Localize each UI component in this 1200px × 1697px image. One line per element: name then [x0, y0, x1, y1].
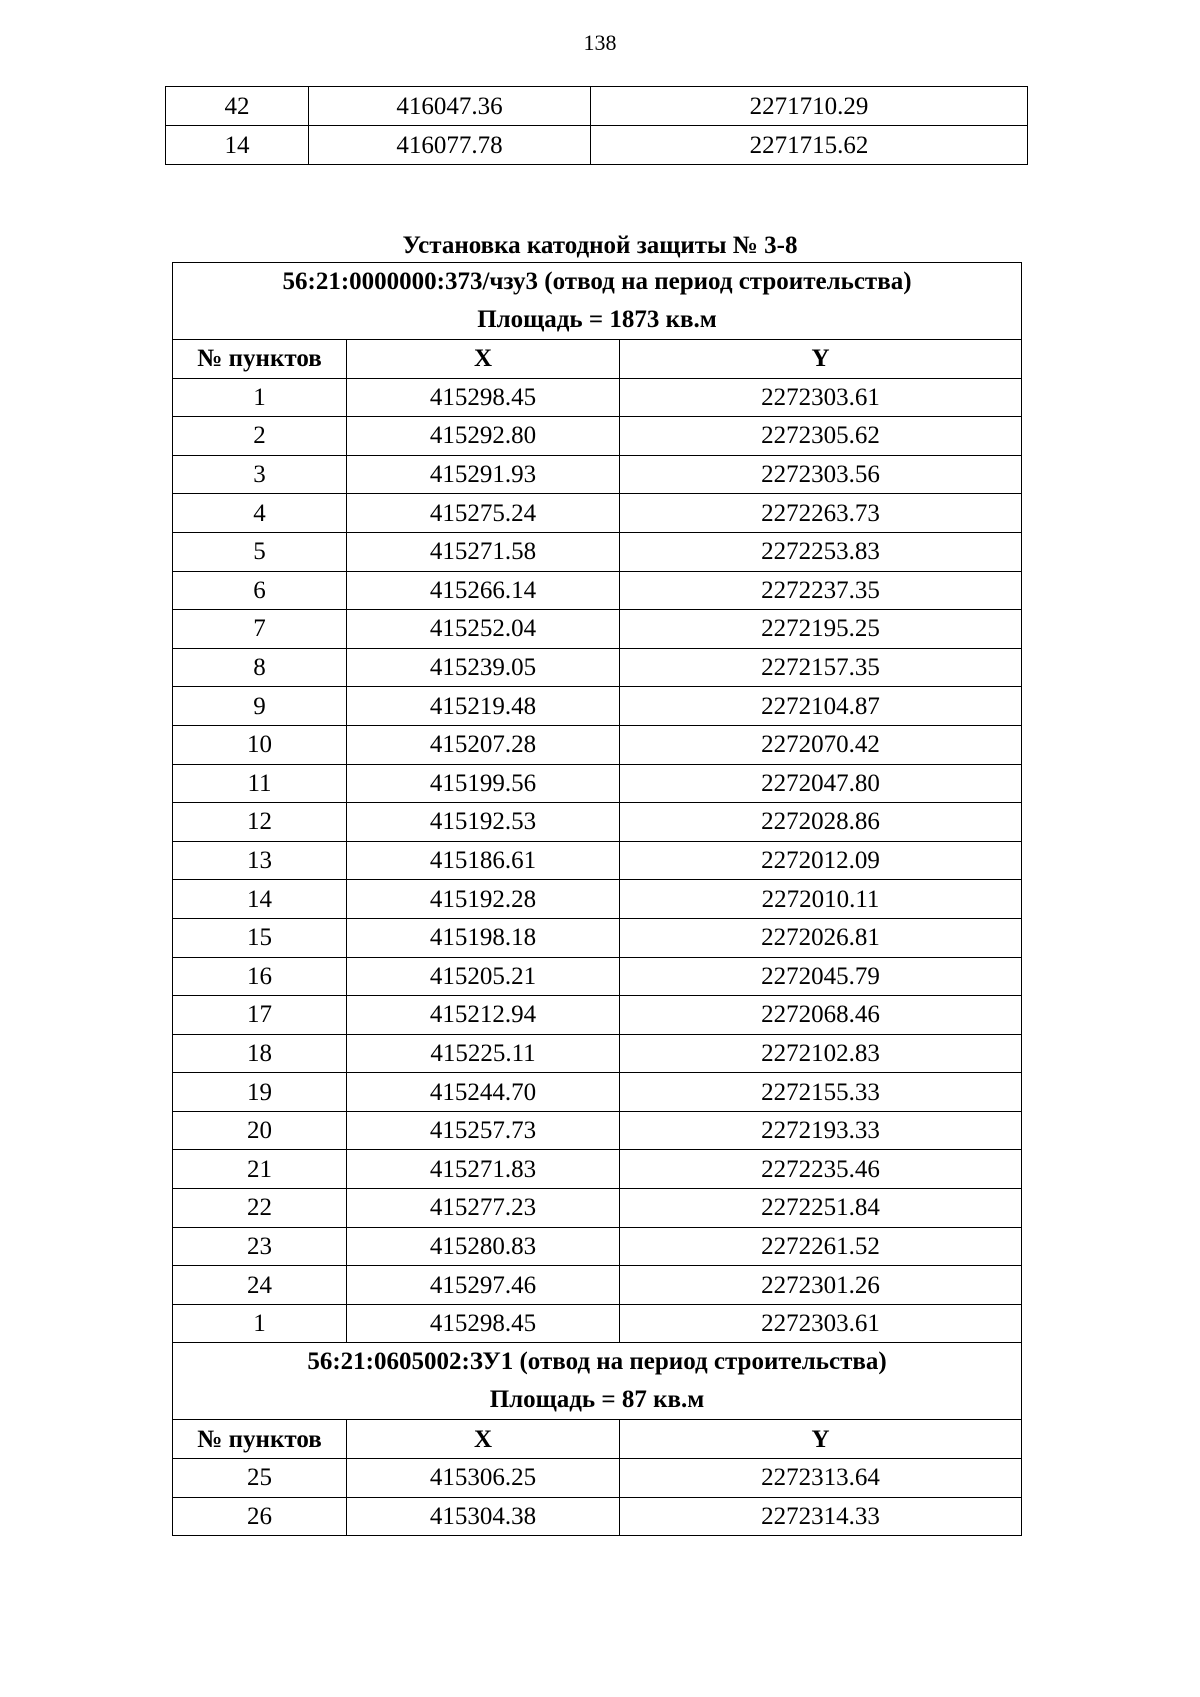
x-coordinate-cell: 415192.53 — [347, 803, 620, 842]
x-coordinate-cell: 416077.78 — [309, 126, 591, 165]
y-coordinate-cell: 2272026.81 — [620, 918, 1022, 957]
y-coordinate-cell: 2272301.26 — [620, 1266, 1022, 1305]
x-coordinate-cell: 415212.94 — [347, 996, 620, 1035]
table-row — [173, 687, 1022, 726]
y-coordinate-cell: 2272193.33 — [620, 1111, 1022, 1150]
table-row — [173, 1111, 1022, 1150]
section-header-row — [173, 263, 1022, 340]
y-coordinate-cell: 2271715.62 — [591, 126, 1028, 165]
point-number-cell: 21 — [173, 1150, 347, 1189]
x-coordinate-cell: 415298.45 — [347, 1304, 620, 1343]
column-header-y: Y — [620, 1420, 1022, 1459]
point-number-cell: 5 — [173, 532, 347, 571]
y-coordinate-cell: 2272303.61 — [620, 1304, 1022, 1343]
y-coordinate-cell: 2272157.35 — [620, 648, 1022, 687]
y-coordinate-cell: 2272251.84 — [620, 1189, 1022, 1228]
x-coordinate-cell: 415271.58 — [347, 532, 620, 571]
x-coordinate-cell: 415257.73 — [347, 1111, 620, 1150]
point-number-cell: 2 — [173, 417, 347, 456]
x-coordinate-cell: 415306.25 — [347, 1459, 620, 1498]
x-coordinate-cell: 415199.56 — [347, 764, 620, 803]
table-row — [173, 1266, 1022, 1305]
y-coordinate-cell: 2272010.11 — [620, 880, 1022, 919]
y-coordinate-cell: 2272235.46 — [620, 1150, 1022, 1189]
point-number-cell: 25 — [173, 1459, 347, 1498]
y-coordinate-cell: 2272303.56 — [620, 455, 1022, 494]
table-row — [166, 126, 1028, 165]
column-header-row — [173, 1420, 1022, 1459]
x-coordinate-cell: 415280.83 — [347, 1227, 620, 1266]
y-coordinate-cell: 2272195.25 — [620, 610, 1022, 649]
y-coordinate-cell: 2272261.52 — [620, 1227, 1022, 1266]
table-row — [173, 764, 1022, 803]
table-row — [173, 1227, 1022, 1266]
table-row — [173, 1459, 1022, 1498]
table-row — [173, 803, 1022, 842]
point-number-cell: 23 — [173, 1227, 347, 1266]
x-coordinate-cell: 415252.04 — [347, 610, 620, 649]
section-header — [173, 263, 1022, 340]
point-number-cell: 22 — [173, 1189, 347, 1228]
point-number-cell: 18 — [173, 1034, 347, 1073]
y-coordinate-cell: 2272047.80 — [620, 764, 1022, 803]
x-coordinate-cell: 415244.70 — [347, 1073, 620, 1112]
x-coordinate-cell: 415304.38 — [347, 1497, 620, 1536]
table-row — [173, 1073, 1022, 1112]
table-row — [166, 87, 1028, 126]
point-number-cell: 12 — [173, 803, 347, 842]
y-coordinate-cell: 2272104.87 — [620, 687, 1022, 726]
point-number-cell: 15 — [173, 918, 347, 957]
x-coordinate-cell: 415266.14 — [347, 571, 620, 610]
y-coordinate-cell: 2272045.79 — [620, 957, 1022, 996]
x-coordinate-cell: 415297.46 — [347, 1266, 620, 1305]
column-header-point: № пунктов — [173, 340, 347, 379]
x-coordinate-cell: 415292.80 — [347, 417, 620, 456]
table-row — [173, 1497, 1022, 1536]
x-coordinate-cell: 415205.21 — [347, 957, 620, 996]
table-row — [173, 417, 1022, 456]
section-parcel-id: 56:21:0000000:373/чзу3 (отвод на период строительства) — [282, 268, 912, 295]
x-coordinate-cell: 415298.45 — [347, 378, 620, 417]
section-area: Площадь = 87 кв.м — [489, 1386, 705, 1414]
y-coordinate-cell: 2272313.64 — [620, 1459, 1022, 1498]
point-number-cell: 9 — [173, 687, 347, 726]
column-header-y: Y — [620, 340, 1022, 379]
table-row — [173, 571, 1022, 610]
table-row — [173, 648, 1022, 687]
point-number-cell: 3 — [173, 455, 347, 494]
y-coordinate-cell: 2272303.61 — [620, 378, 1022, 417]
table-row — [173, 1189, 1022, 1228]
y-coordinate-cell: 2272305.62 — [620, 417, 1022, 456]
x-coordinate-cell: 415277.23 — [347, 1189, 620, 1228]
section-area: Площадь = 1873 кв.м — [477, 306, 717, 333]
table-row — [173, 1304, 1022, 1343]
y-coordinate-cell: 2272028.86 — [620, 803, 1022, 842]
y-coordinate-cell: 2272155.33 — [620, 1073, 1022, 1112]
y-coordinate-cell: 2272237.35 — [620, 571, 1022, 610]
point-number-cell: 8 — [173, 648, 347, 687]
y-coordinate-cell: 2272263.73 — [620, 494, 1022, 533]
x-coordinate-cell: 415186.61 — [347, 841, 620, 880]
x-coordinate-cell: 415271.83 — [347, 1150, 620, 1189]
point-number-cell: 1 — [173, 1304, 347, 1343]
table-row — [173, 494, 1022, 533]
top-coordinates-table — [165, 86, 1028, 165]
table-row — [173, 1150, 1022, 1189]
section-parcel-id: 56:21:0605002:ЗУ1 (отвод на период строительства) — [307, 1348, 887, 1376]
point-number-cell: 14 — [166, 126, 309, 165]
column-header-x: X — [347, 1420, 620, 1459]
x-coordinate-cell: 415291.93 — [347, 455, 620, 494]
column-header-row — [173, 340, 1022, 379]
top-table-body — [166, 87, 1028, 165]
point-number-cell: 6 — [173, 571, 347, 610]
table-row — [173, 455, 1022, 494]
point-number-cell: 13 — [173, 841, 347, 880]
y-coordinate-cell: 2272102.83 — [620, 1034, 1022, 1073]
point-number-cell: 17 — [173, 996, 347, 1035]
y-coordinate-cell: 2272068.46 — [620, 996, 1022, 1035]
point-number-cell: 1 — [173, 378, 347, 417]
table-row — [173, 918, 1022, 957]
section-header-row — [173, 1343, 1022, 1420]
x-coordinate-cell: 415219.48 — [347, 687, 620, 726]
y-coordinate-cell: 2272253.83 — [620, 532, 1022, 571]
point-number-cell: 16 — [173, 957, 347, 996]
table-row — [173, 378, 1022, 417]
point-number-cell: 10 — [173, 725, 347, 764]
y-coordinate-cell: 2272070.42 — [620, 725, 1022, 764]
document-title: Установка катодной защиты № 3-8 — [402, 232, 798, 259]
table-row — [173, 725, 1022, 764]
point-number-cell: 24 — [173, 1266, 347, 1305]
table-row — [173, 610, 1022, 649]
table-row — [173, 880, 1022, 919]
y-coordinate-cell: 2272012.09 — [620, 841, 1022, 880]
table-row — [173, 841, 1022, 880]
x-coordinate-cell: 415239.05 — [347, 648, 620, 687]
point-number-cell: 11 — [173, 764, 347, 803]
point-number-cell: 42 — [166, 87, 309, 126]
point-number-cell: 19 — [173, 1073, 347, 1112]
y-coordinate-cell: 2271710.29 — [591, 87, 1028, 126]
coordinates-table — [172, 262, 1022, 1536]
point-number-cell: 20 — [173, 1111, 347, 1150]
x-coordinate-cell: 415225.11 — [347, 1034, 620, 1073]
x-coordinate-cell: 415207.28 — [347, 725, 620, 764]
point-number-cell: 26 — [173, 1497, 347, 1536]
x-coordinate-cell: 415192.28 — [347, 880, 620, 919]
point-number-cell: 14 — [173, 880, 347, 919]
table-row — [173, 532, 1022, 571]
section-header — [173, 1343, 1022, 1420]
x-coordinate-cell: 415198.18 — [347, 918, 620, 957]
page-number: 138 — [583, 30, 617, 55]
coordinates-table-body — [173, 263, 1022, 1536]
table-row — [173, 996, 1022, 1035]
y-coordinate-cell: 2272314.33 — [620, 1497, 1022, 1536]
point-number-cell: 4 — [173, 494, 347, 533]
table-row — [173, 957, 1022, 996]
column-header-point: № пунктов — [173, 1420, 347, 1459]
point-number-cell: 7 — [173, 610, 347, 649]
x-coordinate-cell: 416047.36 — [309, 87, 591, 126]
table-row — [173, 1034, 1022, 1073]
x-coordinate-cell: 415275.24 — [347, 494, 620, 533]
column-header-x: X — [347, 340, 620, 379]
